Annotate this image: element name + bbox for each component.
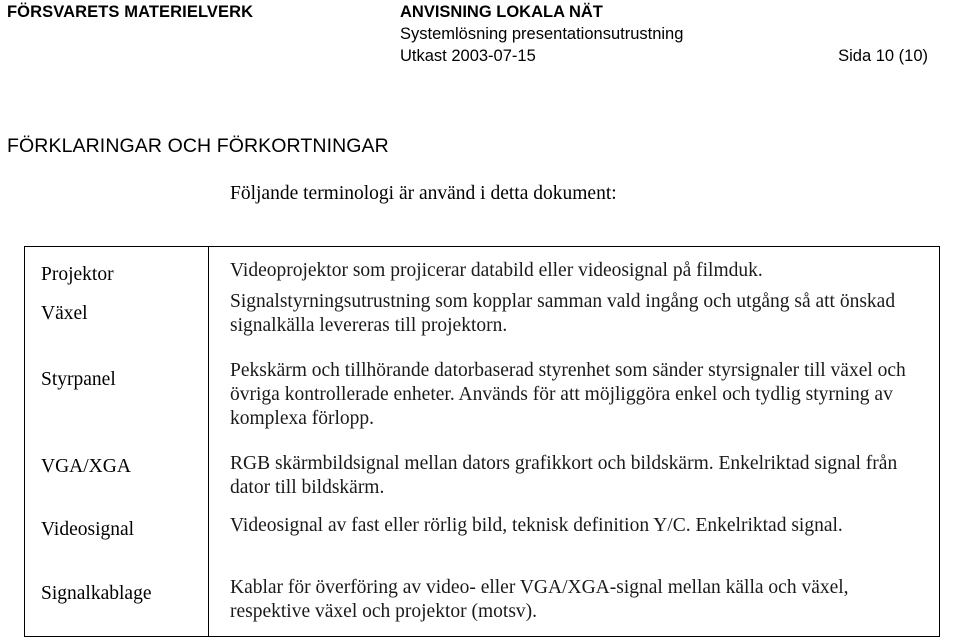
term-styrpanel: Styrpanel [41,369,116,390]
definition-videosignal: Videosignal av fast eller rörlig bild, teknisk definition Y/C. Enkelriktad signal. [230,515,843,536]
term-vaxel: Växel [41,303,88,324]
document-type: ANVISNING LOKALA NÄT [400,3,603,21]
section-title: FÖRKLARINGAR OCH FÖRKORTNINGAR [7,135,389,157]
document-draft-date: Utkast 2003-07-15 [400,47,536,65]
term-projektor: Projektor [41,264,114,285]
term-videosignal: Videosignal [41,519,135,540]
definition-vga-xga: RGB skärmbildsignal mellan dators grafikkort och bildskärm. Enkelriktad signal från dator till bildskärm. [230,453,898,498]
organization-name: FÖRSVARETS MATERIELVERK [7,3,254,21]
document-subtitle: Systemlösning presentationsutrustning [400,25,684,43]
term-vga-xga: VGA/XGA [41,456,131,477]
definition-styrpanel: Pekskärm och tillhörande datorbaserad styrenhet som sänder styrsignaler till växel och övriga kontrollerade enheter. Används för att möjliggöra enkel och tydlig styrning av komplexa förlopp. [230,360,906,429]
definition-signalkablage: Kablar för överföring av video- eller VGA/XGA-signal mellan källa och växel, respektive växel och projektor (motsv). [230,577,849,622]
terminology-table [24,246,940,637]
section-intro: Följande terminologi är använd i detta dokument: [230,183,617,204]
term-column [25,247,209,636]
term-signalkablage: Signalkablage [41,583,152,604]
definition-projektor: Videoprojektor som projicerar databild eller videosignal på filmduk. [230,260,763,281]
definition-vaxel: Signalstyrningsutrustning som kopplar samman vald ingång och utgång så att önskad signalkälla levereras till projektorn. [230,291,896,336]
page-header [0,0,960,80]
page-number: Sida 10 (10) [838,47,928,65]
